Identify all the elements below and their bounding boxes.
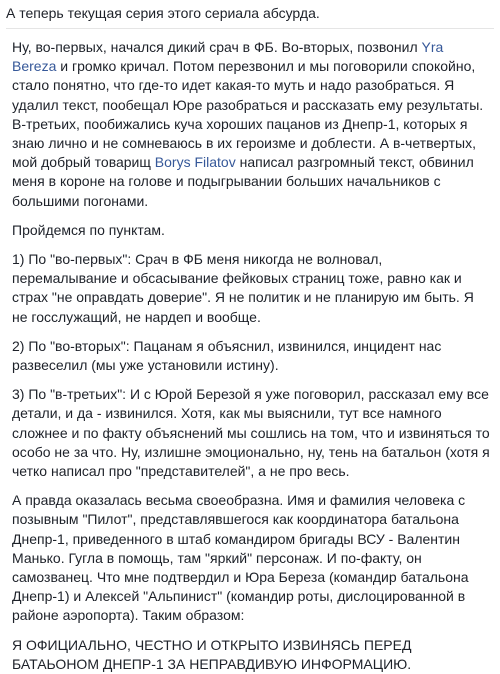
- paragraph-1: [12, 38, 490, 211]
- paragraph-6: А правда оказалась весьма своеобразна. Имя и фамилия человека с позывным "Пилот", представлявшегося как координатора батальона Днепр-1, приведенного в штаб командиром бригады ВСУ - Валентин Манько. Гугла в помощь, там "яркий" персонаж. И по-факту, он самозванец. Что мне подтвердил и Юра Береза (командир батальона Днепр-1) и Алексей "Альпинист" (командир роты, дислоцированной в районе аэропорта). Таким образом:: [12, 492, 469, 624]
- post-body: [12, 38, 490, 674]
- paragraph-3: 1) По "во-первых": Срач в ФБ меня никогда не волновал, перемалывание и обсасывание фейковых страниц тоже, равно как и страх "не оправдать доверие". Я не политик и не планирую им быть. Я не госслужащий, не нардеп и вообще.: [12, 251, 474, 325]
- mention-borys-filatov-link[interactable]: Borys Filatov: [154, 154, 236, 171]
- paragraph-1-text-c: написал разгромный текст, обвинил меня в короне на голове и подыгрывании больших начальников с большими погонами.: [12, 154, 474, 209]
- paragraph-2: Пройдемся по пунктам.: [12, 221, 165, 238]
- paragraph-7: Я ОФИЦИАЛЬНО, ЧЕСТНО И ОТКРЫТО ИЗВИНЯСЬ ПЕРЕД БАТАЬОНОМ ДНЕПР-1 ЗА НЕПРАВДИВУЮ ИНФОРМАЦИЮ.: [12, 636, 412, 672]
- paragraph-4: 2) По "во-вторых": Пацанам я объяснил, извинился, инцидент нас развеселил (мы уже установили истину).: [12, 337, 442, 374]
- paragraph-1-text-a: Ну, во-первых, начался дикий срач в ФБ. Во-вторых, позвонил: [12, 39, 422, 55]
- mention-yra-bereza-link[interactable]: Yra Bereza: [12, 39, 444, 75]
- paragraph-1-text-b: и громко кричал. Потом перезвонил и мы поговорили спокойно, стало понятно, что где-то идет какая-то муть и надо разобраться. Я удалил текст, пообещал Юре разобраться и рассказать ему результаты. В-третьих, пообижались куча хороших пацанов из Днепр-1, которых я знаю лично и не сомневаюсь в их героизме и доблести. А в-четвертых, мой добрый товарищ: [12, 58, 484, 171]
- post-intro-line: А теперь текущая серия этого сериала абсурда.: [6, 4, 494, 29]
- paragraph-5: 3) По "в-третьих": И с Юрой Березой я уже поговорил, рассказал ему все детали, и да - извинился. Хотя, как мы выяснили, тут все намного сложнее и по факту объяснений мы сошлись на том, что и извиняться то особо не за что. Ну, излишне эмоционально, ну, тень на батальон (хотя я четко написал про "представителей", а не про весь.: [12, 386, 490, 480]
